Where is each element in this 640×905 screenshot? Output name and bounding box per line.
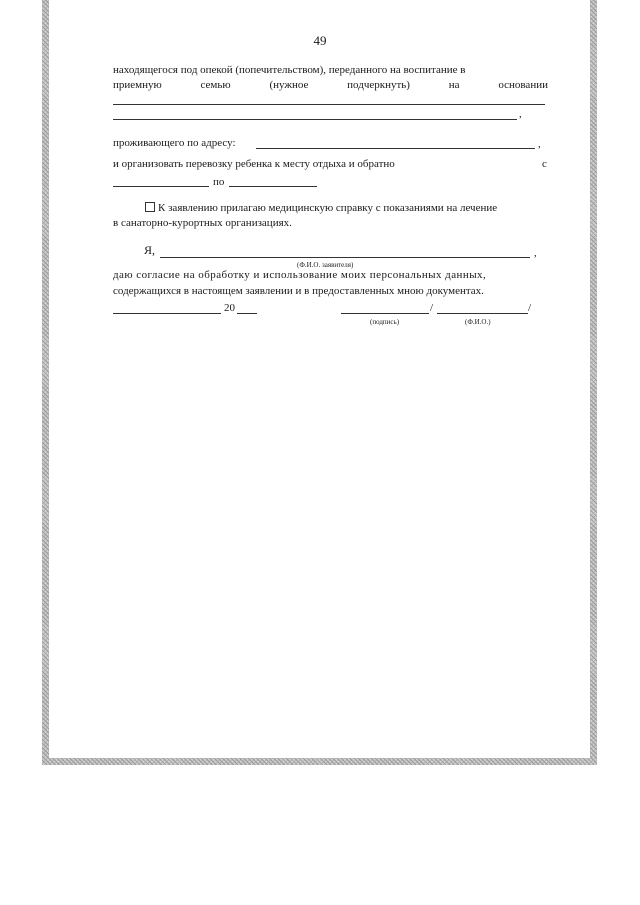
basis-fill-line-2[interactable] bbox=[113, 119, 517, 120]
signer-fio-caption: (Ф.И.О.) bbox=[465, 318, 491, 326]
word: подчеркнуть) bbox=[347, 79, 410, 91]
trail-comma: , bbox=[519, 108, 522, 120]
foster-family-line bbox=[113, 79, 548, 92]
fio-caption: (Ф.И.О. заявителя) bbox=[297, 261, 354, 269]
word: основании bbox=[498, 79, 548, 91]
address-label: проживающего по адресу: bbox=[113, 137, 236, 149]
i-label: Я, bbox=[144, 243, 156, 257]
signature-caption: (подпись) bbox=[370, 318, 400, 326]
trail-comma: , bbox=[534, 247, 537, 259]
word: семью bbox=[200, 79, 231, 91]
word: приемную bbox=[113, 79, 162, 91]
attachment-text: К заявлению прилагаю медицинскую справку с показаниями на лечение bbox=[158, 202, 498, 214]
date-from-fill-line[interactable] bbox=[113, 186, 209, 187]
attachment-line bbox=[145, 202, 497, 215]
year-prefix: 20 bbox=[224, 302, 235, 314]
date-to-fill-line[interactable] bbox=[229, 186, 317, 187]
date-fill-line[interactable] bbox=[113, 313, 221, 314]
trail-comma: , bbox=[538, 138, 541, 150]
transport-text: и организовать перевозку ребенка к месту отдыха и обратно bbox=[113, 158, 395, 170]
page-border-left bbox=[42, 0, 49, 765]
basis-fill-line-1[interactable] bbox=[113, 104, 545, 105]
page-border-right bbox=[590, 0, 597, 765]
word: (нужное bbox=[269, 79, 309, 91]
page-number: 49 bbox=[313, 33, 327, 48]
signer-fio-fill-line[interactable] bbox=[437, 313, 528, 314]
attachment-checkbox[interactable] bbox=[145, 202, 155, 212]
page-border-bottom bbox=[42, 758, 597, 765]
from-label: с bbox=[542, 158, 547, 170]
word: на bbox=[448, 79, 460, 91]
address-fill-line[interactable] bbox=[256, 148, 535, 149]
attachment-line-2: в санаторно-курортных организациях. bbox=[113, 217, 292, 229]
year-fill-line[interactable] bbox=[237, 313, 257, 314]
signature-fill-line[interactable] bbox=[341, 313, 429, 314]
guardianship-line: находящегося под опекой (попечительством), переданного на воспитание в bbox=[113, 64, 466, 76]
consent-line-2: содержащихся в настоящем заявлении и в предоставленных мною документах. bbox=[113, 285, 484, 297]
consent-line-1: даю согласие на обработку и использование моих персональных данных, bbox=[113, 269, 487, 281]
slash-separator: / bbox=[528, 302, 532, 314]
slash-separator: / bbox=[430, 302, 434, 314]
to-label: по bbox=[213, 176, 225, 188]
applicant-fio-fill-line[interactable] bbox=[160, 257, 530, 258]
